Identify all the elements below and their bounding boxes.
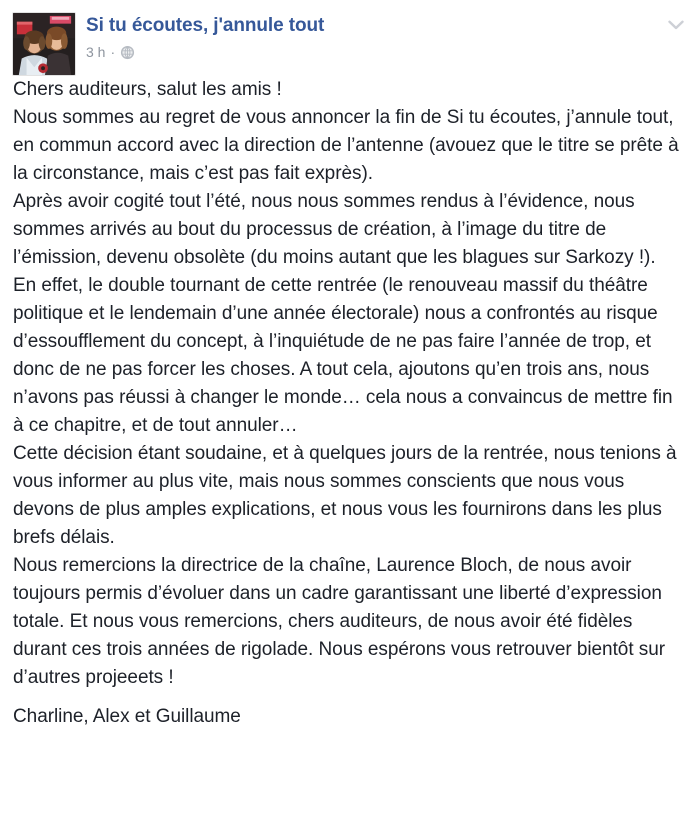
post-message: [0, 76, 699, 731]
post-paragraph: Cette décision étant soudaine, et à quelques jours de la rentrée, nous tenions à vous informer au plus vite, mais nous sommes conscients que nous vous devons de plus amples explications, et nous vous les fournirons dans les plus brefs délais.: [13, 443, 682, 548]
header-text: [86, 12, 324, 60]
globe-icon[interactable]: [120, 45, 135, 60]
page-title[interactable]: Si tu écoutes, j'annule tout: [86, 15, 325, 36]
post-paragraph: Nous remercions la directrice de la chaîne, Laurence Bloch, de nous avoir toujours permis d’évoluer dans un cadre garantissant une liberté d’expression totale. Et nous vous remercions, chers auditeurs, de nous avoir été fidèles durant ces trois années de rigolade. Nous espérons vous retrouver bientôt sur d’autres projeeets !: [13, 555, 671, 688]
post-paragraph: Nous sommes au regret de vous annoncer la fin de Si tu écoutes, j’annule tout, en commun accord avec la direction de l’antenne (avouez que le titre se prête à la circonstance, mais c’est pas fait exprès).: [13, 107, 684, 184]
post-paragraph: Après avoir cogité tout l’été, nous nous sommes rendus à l’évidence, nous sommes arrivés au bout du processus de création, à l’image du titre de l’émission, devenu obsolète (du moins autant que les blagues sur Sarkozy !).: [13, 191, 656, 268]
avatar[interactable]: [12, 12, 76, 76]
meta-separator: ·: [110, 44, 116, 60]
post-paragraph: En effet, le double tournant de cette rentrée (le renouveau massif du théâtre politique et le lendemain d’une année électorale) nous a confrontés au risque d’essoufflement du concept, à l’inquiétude de ne pas faire l’année de trop, et donc de ne pas forcer les choses. A tout cela, ajoutons qu’en trois ans, nous n’avons pas réussi à changer le monde… cela nous a convaincus de mettre fin à ce chapitre, et de tout annuler…: [13, 275, 678, 436]
post-paragraph: Chers auditeurs, salut les amis !: [13, 79, 282, 100]
chevron-down-icon: [668, 20, 684, 30]
post-header: [0, 0, 699, 76]
post-options-button[interactable]: [663, 12, 689, 38]
post-meta: [86, 44, 324, 60]
avatar-photo: [13, 13, 75, 75]
post-signature: Charline, Alex et Guillaume: [13, 706, 241, 727]
timestamp[interactable]: 3 h: [86, 44, 106, 60]
